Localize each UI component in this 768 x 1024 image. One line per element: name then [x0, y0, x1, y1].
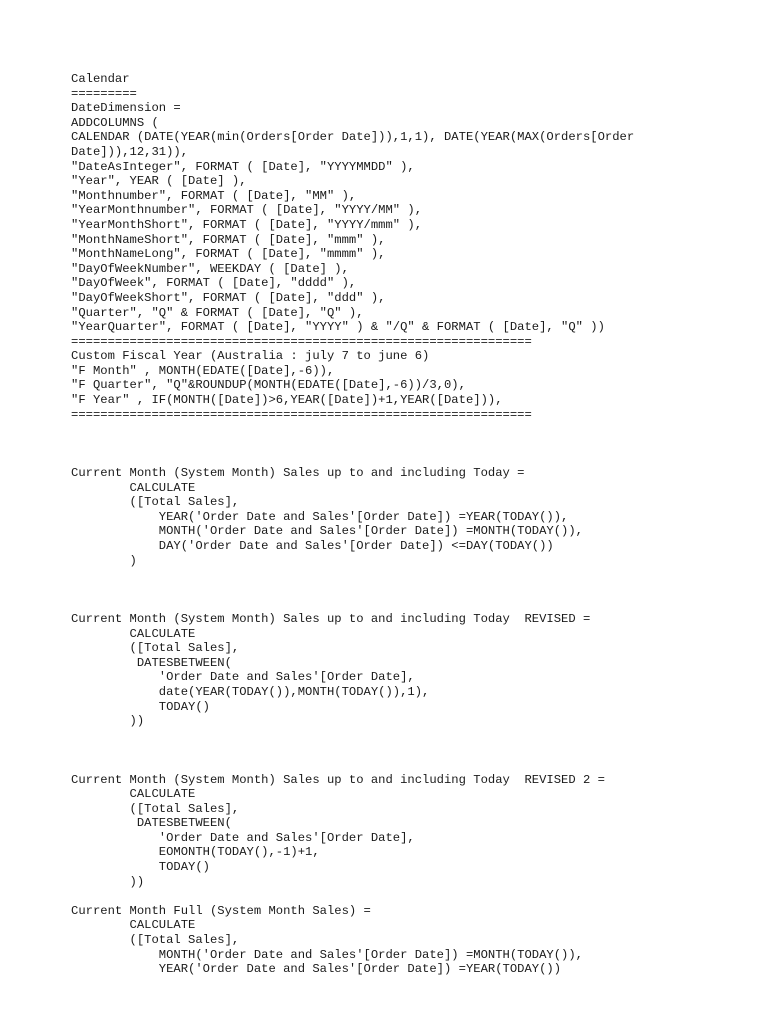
code-line: DateDimension =	[71, 101, 181, 116]
code-line	[71, 437, 751, 452]
code-line: Current Month Full (System Month Sales) =	[71, 903, 371, 918]
code-line: date(YEAR(TODAY()),MONTH(TODAY()),1),	[71, 684, 430, 699]
code-line	[71, 451, 751, 466]
code-line: Custom Fiscal Year (Australia : july 7 to june 6)	[71, 349, 430, 364]
code-line: DATESBETWEEN(	[71, 816, 232, 831]
code-line: )	[71, 553, 137, 568]
code-line: "F Year" , IF(MONTH([Date])>6,YEAR([Date])+1,YEAR([Date])),	[71, 393, 503, 408]
code-line: "YearMonthnumber", FORMAT ( [Date], "YYYY/MM" ),	[71, 203, 423, 218]
code-line: "Quarter", "Q" & FORMAT ( [Date], "Q" ),	[71, 305, 364, 320]
code-line: ([Total Sales],	[71, 641, 240, 656]
code-line: ([Total Sales],	[71, 933, 240, 948]
code-document	[71, 72, 751, 977]
code-line: ))	[71, 874, 145, 889]
code-line: 'Order Date and Sales'[Order Date],	[71, 830, 415, 845]
code-line: DATESBETWEEN(	[71, 655, 232, 670]
code-line	[71, 889, 751, 904]
code-line: "Year", YEAR ( [Date] ),	[71, 174, 247, 189]
code-line: TODAY()	[71, 860, 210, 875]
code-line: EOMONTH(TODAY(),-1)+1,	[71, 845, 320, 860]
code-line	[71, 583, 751, 598]
code-line	[71, 568, 751, 583]
code-line: CALENDAR (DATE(YEAR(min(Orders[Order Date])),1,1), DATE(YEAR(MAX(Orders[Order	[71, 130, 635, 145]
code-line: ([Total Sales],	[71, 801, 240, 816]
code-line: "DayOfWeek", FORMAT ( [Date], "dddd" ),	[71, 276, 357, 291]
code-line: MONTH('Order Date and Sales'[Order Date]) =MONTH(TODAY()),	[71, 524, 583, 539]
code-line: "F Quarter", "Q"&ROUNDUP(MONTH(EDATE([Date],-6))/3,0),	[71, 378, 466, 393]
code-line	[71, 743, 751, 758]
code-line: YEAR('Order Date and Sales'[Order Date]) =YEAR(TODAY())	[71, 962, 562, 977]
code-line: MONTH('Order Date and Sales'[Order Date]) =MONTH(TODAY()),	[71, 947, 583, 962]
code-line: "DayOfWeekShort", FORMAT ( [Date], "ddd" ),	[71, 290, 386, 305]
code-line: "F Month" , MONTH(EDATE([Date],-6)),	[71, 363, 335, 378]
code-line: ))	[71, 714, 145, 729]
code-line: CALCULATE	[71, 787, 196, 802]
code-line: Calendar	[71, 72, 130, 86]
code-line	[71, 758, 751, 773]
code-line	[71, 729, 751, 744]
code-line: Current Month (System Month) Sales up to and including Today REVISED =	[71, 611, 591, 626]
code-line: Date])),12,31)),	[71, 144, 189, 159]
code-line: ===============================================================	[71, 407, 532, 422]
code-line: CALCULATE	[71, 918, 196, 933]
code-line: "YearMonthShort", FORMAT ( [Date], "YYYY/mmm" ),	[71, 217, 423, 232]
code-line: "DateAsInteger", FORMAT ( [Date], "YYYYMMDD" ),	[71, 159, 415, 174]
code-line: DAY('Order Date and Sales'[Order Date]) <=DAY(TODAY())	[71, 539, 554, 553]
code-line: CALCULATE	[71, 626, 196, 641]
code-line: YEAR('Order Date and Sales'[Order Date]) =YEAR(TODAY()),	[71, 509, 569, 524]
code-line: ADDCOLUMNS (	[71, 115, 159, 130]
code-line: "MonthNameLong", FORMAT ( [Date], "mmmm" ),	[71, 247, 386, 262]
code-line: "DayOfWeekNumber", WEEKDAY ( [Date] ),	[71, 261, 349, 276]
code-line: Current Month (System Month) Sales up to and including Today REVISED 2 =	[71, 772, 605, 787]
code-line: Current Month (System Month) Sales up to and including Today =	[71, 466, 525, 481]
code-line: TODAY()	[71, 699, 210, 714]
code-line: "MonthNameShort", FORMAT ( [Date], "mmm" ),	[71, 232, 386, 247]
code-line: "Monthnumber", FORMAT ( [Date], "MM" ),	[71, 188, 357, 203]
code-line: "YearQuarter", FORMAT ( [Date], "YYYY" ) & "/Q" & FORMAT ( [Date], "Q" ))	[71, 320, 605, 335]
code-line: ([Total Sales],	[71, 495, 240, 510]
code-line	[71, 597, 751, 612]
code-line: CALCULATE	[71, 480, 196, 495]
code-line: 'Order Date and Sales'[Order Date],	[71, 670, 415, 685]
code-line: =========	[71, 86, 137, 101]
code-line: ===============================================================	[71, 334, 532, 349]
code-line	[71, 422, 751, 437]
